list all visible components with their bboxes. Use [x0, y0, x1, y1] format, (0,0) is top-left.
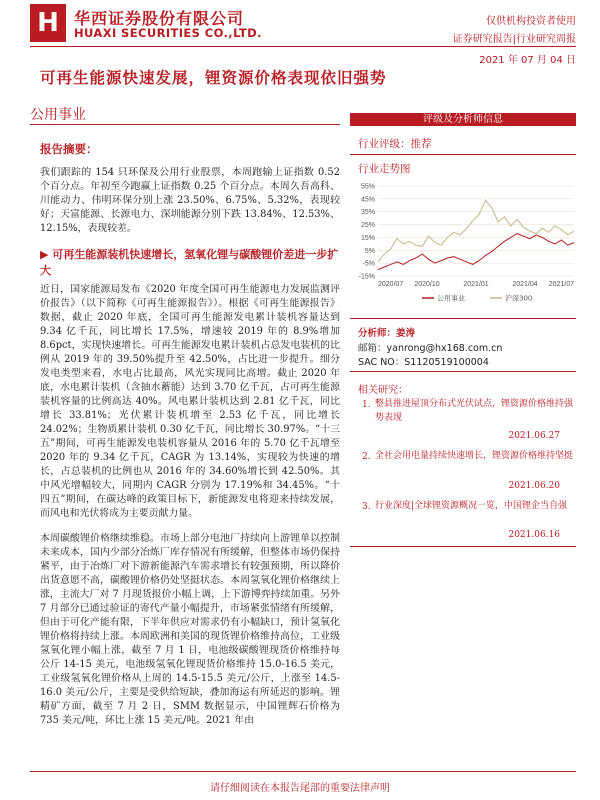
- rating-panel-header: 评级及分析师信息: [350, 113, 576, 126]
- y-tick-label: 55%: [360, 183, 375, 191]
- series-line: [378, 234, 574, 270]
- industry-trend-chart: [352, 180, 578, 308]
- y-tick-label: 25%: [360, 222, 375, 230]
- summary-paragraph: 我们跟踪的 154 只环保及公用行业股票，本周跑输上证指数 0.52 个百分点。年初至今跑赢上证指数 0.25 个百分点。本周久吾高科、川能动力、伟明环保分别上涨 23.50%、6.75%、5.32%，表现较好；天富能源、长源电力、深圳能源分别下跌 13.84%、12.53%、12.15%，表现较差。: [40, 167, 340, 234]
- related-num-1: 1.: [362, 400, 371, 410]
- y-tick-label: 5%: [364, 247, 375, 255]
- series-line: [378, 200, 574, 262]
- sector-name: 公用事业: [30, 107, 86, 123]
- section-heading: ▶ 可再生能源装机快速增长，氢氧化锂与碳酸锂价差进一步扩大: [40, 248, 339, 277]
- header-divider: [30, 46, 576, 47]
- related-item-1[interactable]: 整县推进屋顶分布式光伏试点，锂资源价格维持强势表现: [375, 399, 574, 423]
- logo-letter: H: [37, 8, 59, 38]
- summary-title: 报告摘要：: [40, 142, 98, 156]
- analyst-sac: SAC NO：S1120519100004: [358, 357, 489, 368]
- related-num-2: 2.: [362, 452, 371, 462]
- x-tick-label: 2021/01: [463, 281, 489, 288]
- related-research-title: 相关研究：: [358, 385, 408, 396]
- report-title: 可再生能源快速发展，锂资源价格表现依旧强势: [40, 68, 387, 87]
- y-tick-label: 15%: [360, 234, 375, 242]
- legal-notice: 请仔细阅读在本报告尾部的重要法律声明: [210, 783, 390, 794]
- x-tick-label: 2021/04: [512, 281, 538, 288]
- company-name-cn: 华西证券股份有限公司: [74, 9, 245, 28]
- rating-divider: [350, 154, 576, 155]
- sector-divider: [30, 124, 340, 125]
- industry-rating: 行业评级：推荐: [358, 138, 432, 150]
- x-tick-label: 2020/07: [378, 281, 404, 288]
- audience-note: 仅供机构投资者使用: [486, 16, 576, 27]
- related-num-3: 3.: [362, 502, 371, 512]
- related-date-3: 2021.06.16: [508, 530, 560, 540]
- analyst-email[interactable]: 邮箱：yanrong@hx168.com.cn: [358, 343, 503, 354]
- y-tick-label: 35%: [360, 209, 375, 217]
- report-date: 2021 年 07 月 04 日: [479, 55, 576, 66]
- body-paragraph-2: 本周碳酸锂价格继续维稳。市场上部分电池厂持续向上游锂单以控制未来成本，国内少部分冶炼厂库存情况有所缓解，但整体市场仍保持紧平，由于冶炼厂对下游新能源汽车需求增长有较强预期，所以降价出货意愿不高，碳酸锂价格仍处坚挺状态。本周氢氧化锂价格继续上涨，主流大厂对 7 月现货报价小幅上调，上下游博弈持续加重。另外 7 月部分已通过验证的寄代产量小幅提升，市场紧张情绪有所缓解，但由于可化产能有限，下半年供应对需求仍有小幅缺口，预计氢氧化锂价格将持续上涨。本周欧洲和美国的现货锂价格维持高位，工业级氢氧化锂小幅上涨，截至 7 月 1 日，电池级碳酸锂现货价格维持每公斤 14-15 美元，电池级氢氧化锂现货价格维持 15.0-16.5 美元，工业级氢氧化锂价格从上周的 14.5-15.5 美元/公斤，上涨至 14.5-16.0 美元/公斤，主要是受供给短缺，叠加海运有所延迟的影响。锂精矿方面，截至 7 月 2 日，SMM 数据显示，中国锂辉石价格为 735 美元/吨，环比上涨 15 美元/吨。2021 年由: [40, 533, 340, 726]
- x-tick-label: 2021/07: [548, 281, 574, 288]
- chart-divider: [350, 318, 576, 319]
- legend-label: 沪深300: [505, 294, 533, 303]
- footer-divider: [30, 771, 576, 772]
- analyst-divider: [350, 371, 576, 372]
- x-tick-label: 2020/10: [414, 281, 440, 288]
- analyst-name: 分析师：姜涛: [358, 328, 416, 339]
- body-paragraph-1: 近日，国家能源局发布《2020 年度全国可再生能源电力发展监测评价报告》（以下简称《可再生能源报告》）。根据《可再生能源报告》数据，截止 2020 年底，全国可再生能源发电累计装机容量达到 9.34 亿千瓦，同比增长 17.5%，增速较 2019 年的 8.9%增加 8.6pct，实现快速增长。可再生能源发电累计装机占总发电装机的比例从 2019 年的 39.50%提升至 42.50%，占比进一步提升。细分发电类型来看，水电占比最高，风光实现同比高增。截止 2020 年底，水电累计装机（含抽水蓄能）达到 3.70 亿千瓦，占可再生能源装机容量的比例高达 40%。风电累计装机达到 2.81 亿千瓦，同比增长 33.81%；光伏累计装机增至 2.53 亿千瓦，同比增长 24.02%；生物质累计装机 0.30 亿千瓦，同比增长 30.97%。“十三五”期间，可再生能源发电装机容量从 2016 年的 5.70 亿千瓦增至 2020 年的 9.34 亿千瓦，CAGR 为 13.14%，实现较为快速的增长，占总装机的比例也从 2016 年的 34.60%增长到 42.50%。其中风光增幅较大，同期内 CAGR 分别为 17.19%和 34.45%。“十四五”期间，在碳达峰的政策目标下，新能源发电将迎来持续发展，而风电和光伏将成为主要贡献力量。: [40, 284, 340, 519]
- legend-label: 公用事业: [437, 294, 465, 303]
- related-date-2: 2021.06.20: [508, 481, 560, 491]
- y-tick-label: -15%: [358, 273, 375, 281]
- related-item-3[interactable]: 行业深度|全球锂资源概况一览，中国锂企当自强: [375, 501, 568, 511]
- related-date-1: 2021.06.27: [508, 431, 560, 441]
- y-tick-label: -5%: [362, 260, 375, 268]
- related-divider: [350, 546, 576, 547]
- y-tick-label: 45%: [360, 196, 375, 204]
- trend-chart-title: 行业走势图: [358, 163, 411, 175]
- report-type: 证券研究报告|行业研究周报: [452, 34, 576, 45]
- company-name-en: HUAXI SECURITIES CO.,LTD.: [74, 26, 262, 40]
- related-item-2[interactable]: 全社会用电量持续快速增长，锂资源价格维持坚挺: [375, 451, 574, 461]
